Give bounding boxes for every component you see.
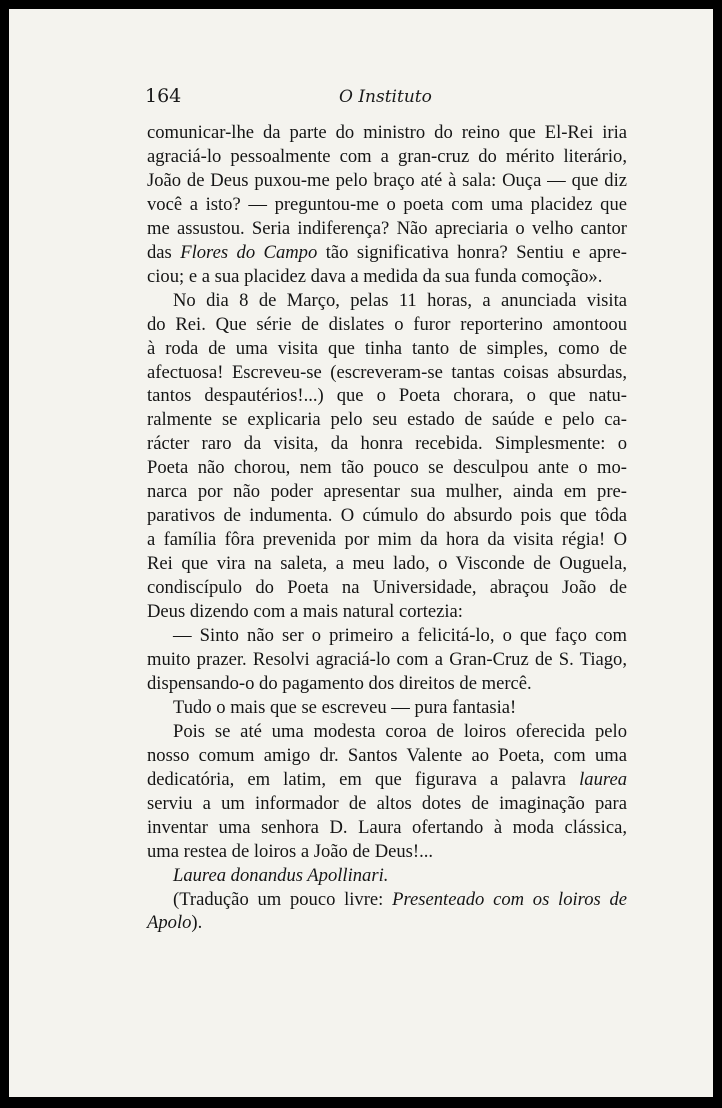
translation-text: Presenteado com os loiros de: [392, 888, 628, 910]
text-line: [147, 911, 627, 935]
latin-quote: Laurea donandus Apollinari.: [173, 864, 389, 886]
text-line: No dia 8 de Março, pelas 11 horas, a anunciada visita: [173, 289, 627, 311]
text-line: dispensando-o do pagamento dos direitos de mercê.: [147, 672, 532, 694]
paragraph: [147, 121, 627, 289]
text-line: agraciá-lo pessoalmente com a gran-cruz do mérito literário,: [147, 145, 627, 167]
book-title-flores-do-campo: Flores do Campo: [180, 241, 318, 263]
text-line: Tudo o mais que se escreveu — pura fantasia!: [173, 696, 517, 718]
text-run: tão significativa honra? Sentiu e apre-: [325, 241, 628, 263]
text-line: narca por não poder apresentar sua mulher, ainda em pre-: [147, 481, 627, 503]
text-line: muito prazer. Resolvi agraciá-lo com a Gran-Cruz de S. Tiago,: [147, 648, 627, 670]
word-laurea: laurea: [579, 768, 627, 790]
text-line: à roda de uma visita que tinha tanto de simples, como de: [147, 337, 627, 359]
text-line: do Rei. Que série de dislates o furor reporterino amontoou: [147, 313, 627, 335]
paragraph: [147, 624, 627, 696]
text-line: [147, 241, 627, 265]
text-run: das: [147, 241, 172, 263]
paragraph: [147, 720, 627, 864]
text-line: condiscípulo do Poeta na Universidade, abraçou João de: [147, 577, 627, 599]
text-line: — Sinto não ser o primeiro a felicitá-lo, o que faço com: [173, 625, 627, 647]
page-header: [145, 79, 631, 111]
text-line: me assustou. Seria indiferença? Não apreciaria o velho cantor: [147, 217, 627, 239]
text-line: parativos de indumenta. O cúmulo do absurdo pois que tôda: [147, 505, 627, 527]
text-run: dedicatória, em latim, em que figurava a palavra: [147, 768, 567, 790]
text-line: Deus dizendo com a mais natural cortezia:: [147, 601, 463, 623]
book-page: [9, 9, 713, 1097]
text-line: a família fôra prevenida por mim da hora da visita régia! O: [147, 529, 627, 551]
text-line: Poeta não chorou, nem tão pouco se desculpou ante o mo-: [147, 457, 627, 479]
running-title: O Instituto: [339, 87, 432, 107]
text-line: Pois se até uma modesta coroa de loiros oferecida pelo: [173, 720, 627, 742]
text-line: ciou; e a sua placidez dava a medida da sua funda comoção».: [147, 265, 603, 287]
text-line: inventar uma senhora D. Laura ofertando à moda clássica,: [147, 816, 627, 838]
text-line: tantos despautérios!...) que o Poeta chorara, o que natu-: [147, 385, 627, 407]
text-line: ralmente se explicaria pelo seu estado de saúde e pelo ca-: [147, 409, 627, 431]
paragraph: [147, 864, 627, 888]
body-text: [147, 121, 627, 935]
text-line: rácter raro da visita, da honra recebida. Simplesmente: o: [147, 433, 627, 455]
paragraph: [147, 696, 627, 720]
paragraph: [147, 888, 627, 936]
text-line: comunicar-lhe da parte do ministro do reino que El-Rei iria: [147, 122, 627, 143]
text-run: (Tradução um pouco livre:: [173, 888, 384, 910]
text-line: [147, 888, 627, 912]
translation-text: Apolo: [147, 912, 192, 934]
text-run: ).: [191, 912, 203, 934]
text-line: você a isto? — preguntou-me o poeta com uma placidez que: [147, 193, 627, 215]
text-line: nosso comum amigo dr. Santos Valente ao Poeta, com uma: [147, 744, 627, 766]
text-line: João de Deus puxou-me pelo braço até à sala: Ouça — que diz: [147, 169, 627, 191]
paragraph: [147, 289, 627, 624]
page-number: 164: [145, 85, 182, 107]
text-line: serviu a um informador de altos dotes de imaginação para: [147, 792, 627, 814]
text-line: [147, 768, 627, 792]
text-line: Rei que vira na saleta, a meu lado, o Visconde de Ouguela,: [147, 553, 627, 575]
text-line: afectuosa! Escreveu-se (escreveram-se tantas coisas absurdas,: [147, 361, 627, 383]
text-line: uma restea de loiros a João de Deus!...: [147, 840, 434, 862]
